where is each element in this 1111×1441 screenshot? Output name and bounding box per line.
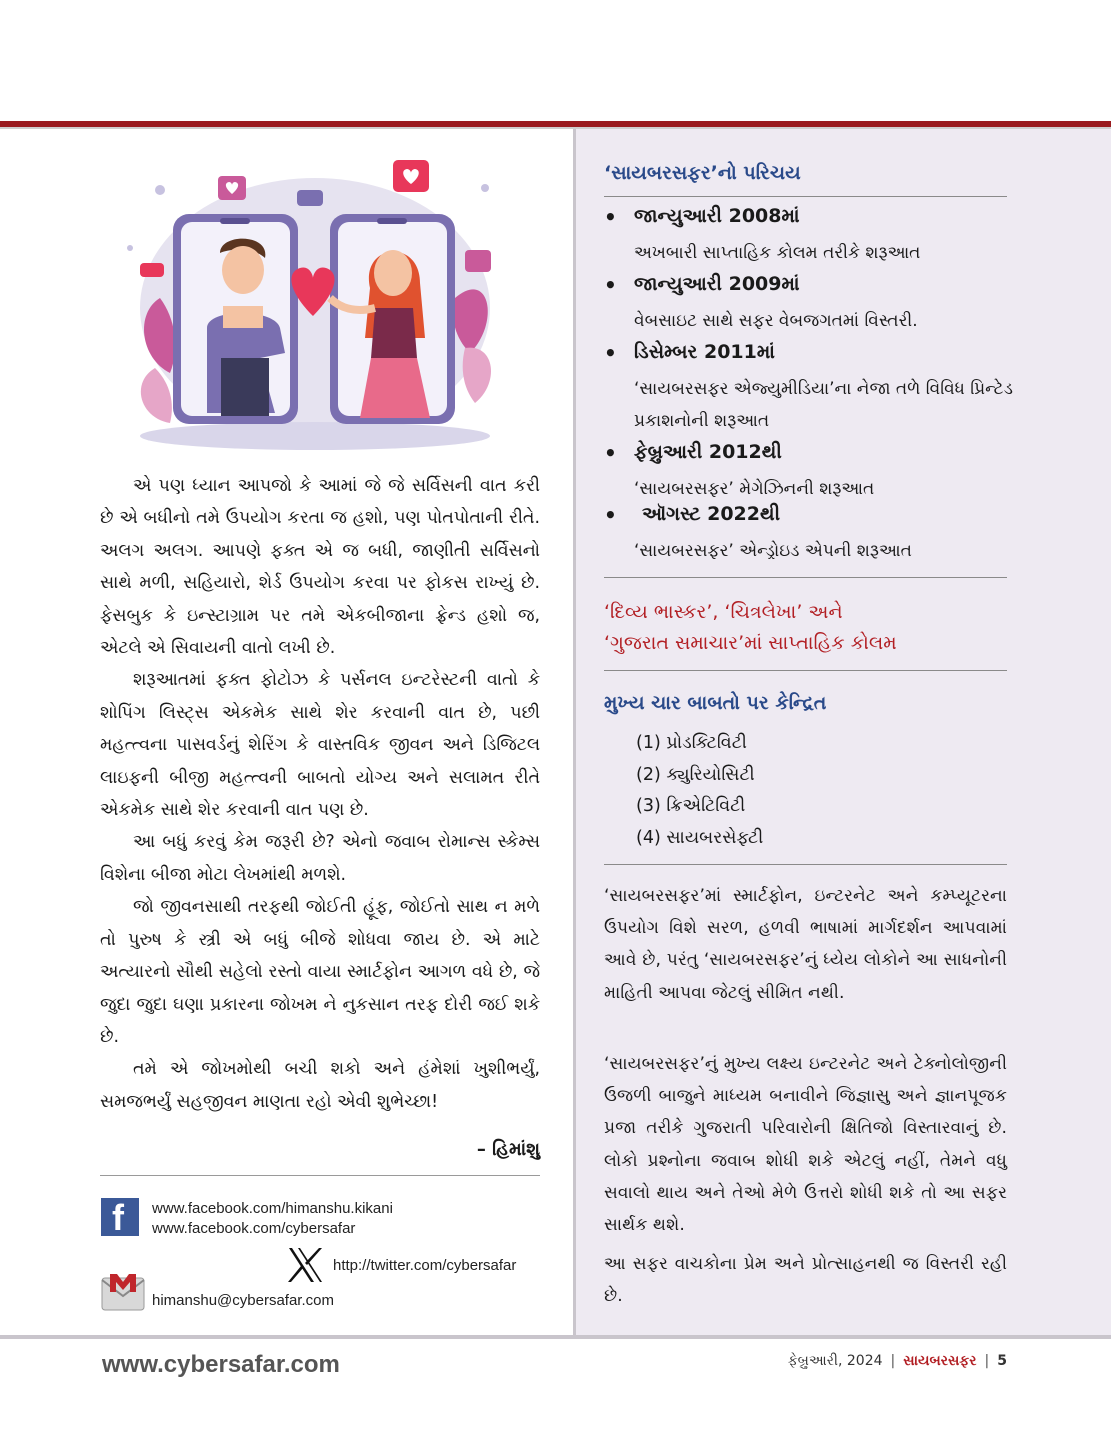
focus-item: (4) સાયબરસેફ્ટી (636, 827, 764, 848)
article-body (100, 470, 540, 1118)
bullet: • (604, 205, 617, 229)
bullet: • (604, 503, 617, 527)
timeline-desc: ‘સાયબરસફર’ મેગેઝિનની શરૂઆત (634, 479, 875, 499)
author-signature: – હિમાંશુ (476, 1139, 540, 1160)
x-twitter-icon (286, 1246, 324, 1284)
article-paragraph: જો જીવનસાથી તરફથી જોઈતી હૂંફ, જોઈતો સાથ ન મળે તો પુરુષ કે સ્ત્રી એ બધું બીજે શોધવા જાય છે. એ માટે અત્યારનો સૌથી સહેલો રસ્તો વાયા સ્માર્ટફોન આગળ વધે છે, જે જુદા જુદા ઘણા પ્રકારના જોખમ ને નુકસાન તરફ દોરી જઈ શકે છે. (100, 897, 540, 1047)
article-paragraph: એ પણ ધ્યાન આપજો કે આમાં જે જે સર્વિસની વાત કરી છે એ બધીનો તમે ઉપયોગ કરતા જ હશો, પણ પોતપોતાની રીતે. અલગ અલગ. આપણે ફક્ત એ જ બધી, જાણીતી સર્વિસનો સાથે મળી, સહિયારો, શેર્ડ ઉપયોગ કરવા પર ફોકસ રાખ્યું છે. ફેસબુક કે ઇન્સ્ટાગ્રામ પર તમે એકબીજાના ફ્રેન્ડ હશો જ, એટલે એ સિવાયની વાતો લખી છે. (100, 476, 540, 659)
timeline-date: જાન્યુઆરી 2008માં (634, 205, 800, 227)
bullet: • (604, 441, 617, 465)
focus-list (636, 728, 763, 854)
signature-divider (100, 1175, 540, 1176)
page-number: 5 (997, 1353, 1007, 1369)
sidebar-paragraph: ‘સાયબરસફર’માં સ્માર્ટફોન, ઇન્ટરનેટ અને કમ્પ્યૂટરના ઉપયોગ વિશે સરળ, હળવી ભાષામાં માર્ગદર્શન આપવામાં આવે છે, પરંતુ ‘સાયબરસફર’નું ધ્યેય લોકોને આ સાધનોની માહિતી આપવા જેટલું સીમિત નથી. (604, 886, 1007, 1003)
facebook-link-cybersafar[interactable]: www.facebook.com/cybersafar (152, 1220, 356, 1237)
section-divider (604, 577, 1007, 578)
magazine-name: સાયબરસફર (903, 1353, 977, 1369)
footer-rule (0, 1335, 1111, 1339)
focus-item: (2) ક્યુરિયોસિટી (636, 764, 755, 785)
timeline-date: જાન્યુઆરી 2009માં (634, 273, 800, 295)
twitter-link[interactable]: http://twitter.com/cybersafar (333, 1257, 517, 1274)
issue-date: ફેબ્રુઆરી, 2024 (787, 1353, 883, 1369)
article-paragraph: શરૂઆતમાં ફક્ત ફોટોઝ કે પર્સનલ ઇન્ટરેસ્ટની વાતો કે શોપિંગ લિસ્ટ્સ એકમેક સાથે શેર કરવાની વાત છે, પછી મહત્ત્વના પાસવર્ડનું શેરિંગ કે વાસ્તવિક જીવન અને ડિજિટલ લાઇફની બીજી મહત્ત્વની બાબતો યોગ્ય અને સલામત રીતે એકમેક સાથે શેર કરવાની વાત પણ છે. (100, 670, 540, 821)
intro-title: ‘સાયબરસફર’નો પરિચય (604, 162, 801, 184)
timeline-desc: ‘સાયબરસફર એજ્યુમીડિયા’ના નેજા તળે વિવિધ પ્રિન્ટેડ પ્રકાશનોની શરૂઆત (634, 379, 1013, 431)
newspaper-columns-line: ‘દિવ્ય ભાસ્કર’, ‘ચિત્રલેખા’ અને (604, 601, 843, 623)
section-divider (604, 864, 1007, 865)
timeline-date: ઑગસ્ટ 2022થી (642, 503, 781, 525)
footer-website[interactable]: www.cybersafar.com (102, 1351, 340, 1378)
sidebar-paragraph: ‘સાયબરસફર’નું મુખ્ય લક્ષ્ય ઇન્ટરનેટ અને ટેક્નોલોજીની ઉજળી બાજુને માધ્યમ બનાવીને જિજ્ઞાસુ અને જ્ઞાનપૂજક પ્રજા તરીકે ગુજરાતી પરિવારોની ક્ષિતિજો વિસ્તારવાનું છે. લોકો પ્રશ્નોના જવાબ શોધી શકે એટલું નહીં, તેમને વધુ સવાલો થાય અને તેઓ મેળે ઉત્તરો શોધી શકે તો આ સફર સાર્થક થશે. (604, 1054, 1007, 1236)
newspaper-columns (604, 597, 1007, 659)
couple-phones-illustration (125, 148, 505, 453)
newspaper-columns-line: ‘ગુજરાત સમાચાર’માં સાપ્તાહિક કોલમ (604, 632, 897, 654)
focus-item: (3) ક્રિએટિવિટી (636, 796, 746, 816)
timeline-date: ડિસેમ્બર 2011માં (634, 341, 775, 363)
email-icon (101, 1270, 145, 1312)
bullet: • (604, 273, 617, 297)
focus-item: (1) પ્રોડક્ટિવિટી (636, 733, 747, 753)
facebook-icon: f (101, 1198, 139, 1236)
article-paragraph: આ બધું કરવું કેમ જરૂરી છે? એનો જવાબ રોમાન્સ સ્કેમ્સ વિશેના બીજા મોટા લેખમાંથી મળશે. (100, 832, 540, 885)
focus-title: મુખ્ય ચાર બાબતો પર કેન્દ્રિત (604, 692, 827, 714)
section-divider (604, 670, 1007, 671)
timeline-date: ફેબ્રુઆરી 2012થી (634, 441, 782, 463)
footer-issue-info: ફેબ્રુઆરી, 2024 | સાયબરસફર | 5 (787, 1353, 1007, 1369)
intro-title-rule (604, 196, 1007, 197)
bullet: • (604, 341, 617, 365)
article-paragraph: તમે એ જોખમોથી બચી શકો અને હંમેશાં ખુશીભર્યું, સમજભર્યું સહજીવન માણતા રહો એવી શુભેચ્છા! (100, 1059, 540, 1112)
timeline-desc: ‘સાયબરસફર’ એન્ડ્રોઇડ એપની શરૂઆત (634, 541, 912, 561)
facebook-link-personal[interactable]: www.facebook.com/himanshu.kikani (152, 1200, 393, 1217)
sidebar-paragraph: આ સફર વાચકોના પ્રેમ અને પ્રોત્સાહનથી જ વિસ્તરી રહી છે. (604, 1254, 1007, 1307)
timeline-desc: વેબસાઇટ સાથે સફર વેબજગતમાં વિસ્તરી. (634, 311, 918, 331)
timeline-desc: અખબારી સાપ્તાહિક કોલમ તરીકે શરૂઆત (634, 243, 921, 263)
email-link[interactable]: himanshu@cybersafar.com (152, 1292, 334, 1309)
